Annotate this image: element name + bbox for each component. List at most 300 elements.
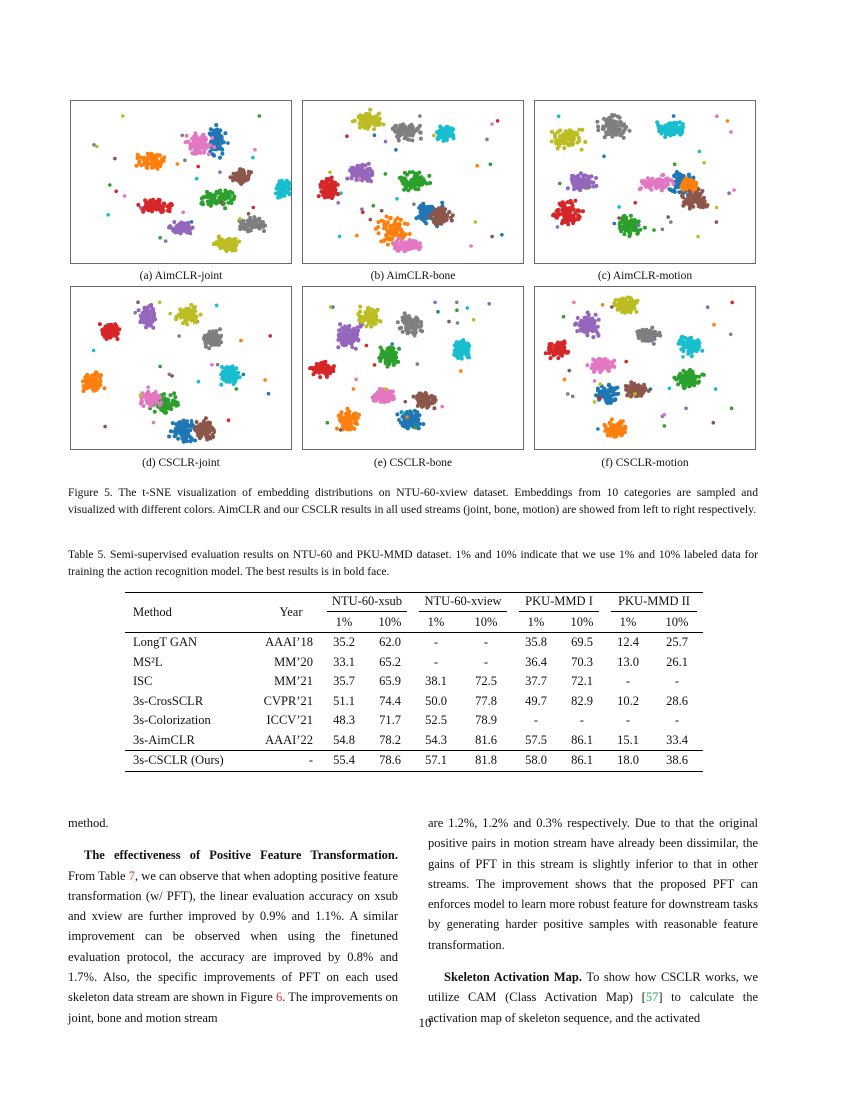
point [567, 212, 571, 216]
outlier-point [598, 396, 602, 400]
point [385, 215, 389, 219]
point [167, 435, 171, 439]
point [562, 219, 566, 223]
point [391, 127, 395, 131]
point [614, 122, 618, 126]
point [193, 317, 197, 321]
point [591, 335, 595, 339]
point [172, 403, 176, 407]
outlier-point [197, 380, 201, 384]
point [390, 226, 394, 230]
point [618, 133, 622, 137]
point [580, 148, 584, 152]
outlier-point [176, 162, 180, 166]
outlier-point [108, 183, 112, 187]
point [152, 207, 156, 211]
point [681, 191, 685, 195]
point [608, 128, 612, 132]
point [451, 127, 455, 131]
point [173, 395, 177, 399]
point [169, 429, 173, 433]
point [576, 208, 580, 212]
point [436, 220, 440, 224]
point [403, 136, 407, 140]
outlier-point [715, 206, 719, 210]
outlier-point [556, 225, 560, 229]
point [153, 317, 157, 321]
point [382, 123, 386, 127]
point [417, 182, 421, 186]
point [330, 179, 334, 183]
point [157, 205, 161, 209]
outlier-point [712, 323, 716, 327]
point [193, 438, 197, 442]
outlier-point [474, 220, 478, 224]
point [422, 205, 426, 209]
outlier-point [500, 233, 504, 237]
panel-caption-a: (a) AimCLR-joint [139, 270, 223, 282]
outlier-point [113, 157, 117, 161]
point [347, 341, 351, 345]
point [226, 240, 230, 244]
outlier-point [730, 407, 734, 411]
point [618, 116, 622, 120]
point [140, 399, 144, 403]
point [257, 217, 261, 221]
point [235, 376, 239, 380]
point [351, 166, 355, 170]
point [415, 317, 419, 321]
point [85, 376, 89, 380]
point [660, 132, 664, 136]
point [667, 129, 671, 133]
outlier-point [666, 215, 670, 219]
point [647, 389, 651, 393]
point [586, 176, 590, 180]
point [186, 430, 190, 434]
outlier-point [218, 170, 222, 174]
point [408, 127, 412, 131]
point [396, 242, 400, 246]
point [564, 351, 568, 355]
point [206, 339, 210, 343]
point [553, 347, 557, 351]
point [338, 322, 342, 326]
point [566, 186, 570, 190]
point [682, 200, 686, 204]
cluster-purple [336, 140, 387, 211]
point [408, 241, 412, 245]
point [376, 308, 380, 312]
outlier-point [373, 363, 377, 367]
point [568, 206, 572, 210]
point [692, 383, 696, 387]
point [687, 381, 691, 385]
tsne-panel-e [302, 286, 524, 450]
point [397, 347, 401, 351]
outlier-point [485, 138, 489, 142]
tsne-plot-b [303, 101, 523, 263]
outlier-point [440, 405, 444, 409]
point [427, 215, 431, 219]
point [230, 238, 234, 242]
tsne-panel-f [534, 286, 756, 450]
point [625, 393, 629, 397]
point [195, 425, 199, 429]
point [670, 179, 674, 183]
point [110, 331, 114, 335]
point [153, 410, 157, 414]
point [85, 384, 89, 388]
point [152, 160, 156, 164]
outlier-point [394, 148, 398, 152]
point [94, 387, 98, 391]
outlier-point [447, 320, 451, 324]
point [172, 391, 176, 395]
point [225, 193, 229, 197]
point [396, 360, 400, 364]
outlier-point [106, 213, 110, 217]
point [602, 390, 606, 394]
outlier-point [146, 385, 150, 389]
point [323, 186, 327, 190]
point [577, 139, 581, 143]
point [214, 191, 218, 195]
point [686, 184, 690, 188]
point [115, 324, 119, 328]
cluster-orange [81, 339, 267, 396]
point [451, 213, 455, 217]
point [351, 119, 355, 123]
outlier-point [487, 302, 491, 306]
point [190, 145, 194, 149]
outlier-point [239, 339, 243, 343]
point [238, 175, 242, 179]
point [356, 339, 360, 343]
point [85, 373, 89, 377]
point [558, 353, 562, 357]
point [349, 421, 353, 425]
point [169, 407, 173, 411]
point [562, 146, 566, 150]
point [186, 309, 190, 313]
point [195, 420, 199, 424]
point [330, 186, 334, 190]
point [137, 308, 141, 312]
point [355, 332, 359, 336]
cluster-green [372, 162, 493, 207]
point [430, 212, 434, 216]
point [560, 212, 564, 216]
point [410, 138, 414, 142]
point [308, 366, 312, 370]
point [656, 123, 660, 127]
point [412, 319, 416, 323]
point [695, 199, 699, 203]
point [198, 144, 202, 148]
outlier-point [355, 234, 359, 238]
outlier-point [730, 301, 734, 305]
point [558, 129, 562, 133]
point [583, 140, 587, 144]
point [663, 128, 667, 132]
point [596, 128, 600, 132]
outlier-point [617, 216, 621, 220]
point [419, 177, 423, 181]
point [363, 172, 367, 176]
outlier-point [336, 201, 340, 205]
outlier-point [373, 133, 377, 137]
point [162, 159, 166, 163]
outlier-point [253, 148, 257, 152]
point [262, 229, 266, 233]
point [597, 318, 601, 322]
outlier-point [384, 172, 388, 176]
point [222, 241, 226, 245]
point [411, 170, 415, 174]
outlier-point [252, 206, 256, 210]
outlier-point [418, 114, 422, 118]
outlier-point [633, 201, 637, 205]
point [413, 180, 417, 184]
point [404, 179, 408, 183]
point [594, 176, 598, 180]
outlier-point [235, 387, 239, 391]
point [559, 135, 563, 139]
point [207, 426, 211, 430]
point [608, 433, 612, 437]
point [624, 388, 628, 392]
point [230, 201, 234, 205]
outlier-point [114, 190, 118, 194]
outlier-point [326, 421, 330, 425]
point [158, 403, 162, 407]
point [592, 185, 596, 189]
outlier-point [395, 197, 399, 201]
point [689, 202, 693, 206]
point [216, 139, 220, 143]
point [176, 437, 180, 441]
point [358, 305, 362, 309]
point [611, 424, 615, 428]
point [682, 376, 686, 380]
point [700, 372, 704, 376]
point [181, 321, 185, 325]
point [343, 327, 347, 331]
point [218, 327, 222, 331]
point [336, 345, 340, 349]
outlier-point [456, 321, 460, 325]
point [282, 186, 286, 190]
point [701, 198, 705, 202]
point [203, 421, 207, 425]
point [186, 140, 190, 144]
point [604, 130, 608, 134]
point [231, 191, 235, 195]
outlier-point [339, 191, 343, 195]
point [354, 347, 358, 351]
point [659, 180, 663, 184]
outlier-point [158, 301, 162, 305]
point [238, 167, 242, 171]
point [162, 202, 166, 206]
point [369, 179, 373, 183]
cluster-blue [167, 373, 270, 444]
tsne-panel-b [302, 100, 524, 264]
point [143, 310, 147, 314]
point [390, 233, 394, 237]
point [152, 313, 156, 317]
point [357, 166, 361, 170]
outlier-point [456, 349, 460, 353]
point [692, 375, 696, 379]
point [594, 329, 598, 333]
point [426, 209, 430, 213]
point [94, 376, 98, 380]
point [632, 228, 636, 232]
point [369, 325, 373, 329]
point [678, 372, 682, 376]
outlier-point [669, 220, 673, 224]
point [445, 214, 449, 218]
point [596, 125, 600, 129]
point [366, 174, 370, 178]
outlier-point [215, 304, 219, 308]
outlier-point [562, 315, 566, 319]
point [596, 387, 600, 391]
point [176, 403, 180, 407]
point [391, 395, 395, 399]
point [185, 134, 189, 138]
point [440, 201, 444, 205]
point [351, 329, 355, 333]
point [379, 357, 383, 361]
point [193, 131, 197, 135]
tsne-plot-e [303, 287, 523, 449]
point [98, 376, 102, 380]
outlier-point [263, 378, 267, 382]
outlier-point [251, 156, 255, 160]
point [576, 316, 580, 320]
point [174, 422, 178, 426]
point [166, 406, 170, 410]
point [407, 423, 411, 427]
point [349, 416, 353, 420]
point [347, 324, 351, 328]
point [359, 118, 363, 122]
point [401, 330, 405, 334]
cluster-orange [335, 369, 463, 431]
point [590, 328, 594, 332]
point [664, 184, 668, 188]
outlier-point [139, 206, 143, 210]
point [98, 322, 102, 326]
point [576, 174, 580, 178]
point [622, 136, 626, 140]
point [413, 416, 417, 420]
point [376, 225, 380, 229]
outlier-point [219, 201, 223, 205]
point [145, 160, 149, 164]
point [440, 136, 444, 140]
point [664, 124, 668, 128]
point [399, 218, 403, 222]
outlier-point [466, 306, 470, 310]
point [209, 127, 213, 131]
point [697, 193, 701, 197]
point [242, 172, 246, 176]
point [444, 135, 448, 139]
point [585, 333, 589, 337]
outlier-point [258, 114, 262, 118]
point [580, 128, 584, 132]
point [149, 404, 153, 408]
point [89, 378, 93, 382]
point [683, 178, 687, 182]
point [147, 206, 151, 210]
outlier-point [602, 155, 606, 159]
point [650, 177, 654, 181]
point [413, 327, 417, 331]
point [204, 345, 208, 349]
outlier-point [673, 163, 677, 167]
point [460, 357, 464, 361]
point [685, 198, 689, 202]
point [628, 129, 632, 133]
point [146, 401, 150, 405]
point [629, 395, 633, 399]
point [401, 131, 405, 135]
point [572, 137, 576, 141]
outlier-point [190, 419, 194, 423]
outlier-point [139, 393, 143, 397]
outlier-point [585, 185, 589, 189]
cluster-pink [139, 363, 214, 424]
outlier-point [380, 209, 384, 213]
point [223, 206, 227, 210]
point [180, 230, 184, 234]
point [572, 180, 576, 184]
outlier-point [196, 165, 200, 169]
point [345, 177, 349, 181]
point [135, 164, 139, 168]
point [681, 187, 685, 191]
point [682, 385, 686, 389]
point [204, 416, 208, 420]
point [333, 189, 337, 193]
outlier-point [490, 122, 494, 126]
point [705, 205, 709, 209]
point [429, 401, 433, 405]
point [392, 242, 396, 246]
point [164, 410, 168, 414]
point [623, 425, 627, 429]
point [407, 325, 411, 329]
point [253, 217, 257, 221]
cluster-brown [113, 157, 253, 216]
point [412, 395, 416, 399]
point [328, 190, 332, 194]
point [389, 216, 393, 220]
outlier-point [489, 162, 493, 166]
point [285, 182, 289, 186]
point [394, 218, 398, 222]
point [219, 383, 223, 387]
point [206, 193, 210, 197]
point [610, 123, 614, 127]
outlier-point [268, 334, 272, 338]
point [191, 226, 195, 230]
